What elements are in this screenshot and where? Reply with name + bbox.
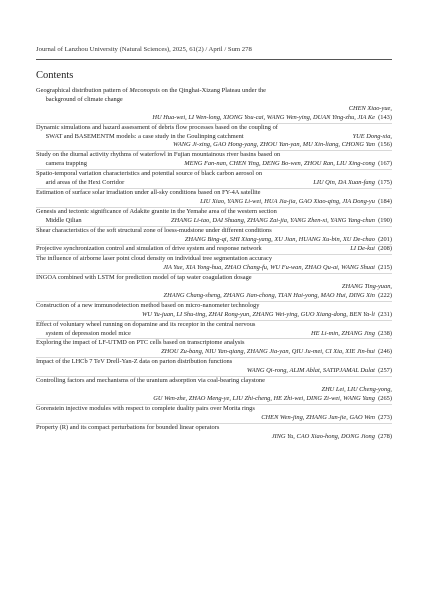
page-number: (238) bbox=[374, 329, 392, 337]
toc-entry[interactable] bbox=[36, 302, 392, 321]
entry-title-line: Property (R) and its compact perturbations for bounded linear operators bbox=[36, 423, 220, 431]
entry-title-line: arid areas of the Hexi Corridor bbox=[36, 179, 125, 187]
entry-authors: YUE Dong-xia, bbox=[352, 132, 392, 140]
entry-title-line: Gorenstein injective modules with respect to complete duality pairs over Morita rings bbox=[36, 404, 255, 412]
entry-title-line: Impact of the LHCb 7 TeV Drell-Yan-Z data on parton distribution functions bbox=[36, 358, 233, 366]
toc-entry[interactable] bbox=[36, 124, 392, 152]
toc-entry[interactable] bbox=[36, 377, 392, 405]
page-number: (222) bbox=[374, 291, 392, 299]
page-number: (278) bbox=[374, 432, 392, 440]
page-number: (215) bbox=[374, 264, 392, 272]
page-number: (246) bbox=[374, 348, 392, 356]
page-number: (143) bbox=[374, 113, 392, 121]
entry-authors: ZHOU Zu-bang, NIU Yan-qiang, ZHANG Jia-yan, QIU Ju-mei, CI Xia, XIE Jin-hui (246) bbox=[161, 348, 392, 356]
page-number: (175) bbox=[374, 179, 392, 187]
entry-authors: WANG Ji-xing, GAO Hong-yang, ZHOU Yan-yan, MU Xin-liang, CHONG Yan (156) bbox=[172, 141, 392, 149]
toc-entry[interactable] bbox=[36, 170, 392, 189]
entry-title-line: INGOA combined with LSTM for prediction model of tap water coagulation dosage bbox=[36, 274, 252, 282]
entry-title-line: Exploring the impact of LF-UTMD on PTC cells based on transcriptome analysis bbox=[36, 339, 245, 347]
page-number: (208) bbox=[374, 245, 392, 253]
entry-authors: ZHU Lei, LIU Cheng-yong, bbox=[321, 386, 392, 393]
entry-title-line: system of depression model mice bbox=[36, 329, 131, 337]
page-number: (273) bbox=[374, 413, 392, 421]
entry-authors: HU Hua-wei, LI Wen-long, XIONG You-cai, WANG Wen-ying, DUAN Ying-zhu, JIA Ke (143) bbox=[152, 113, 392, 121]
toc-entry[interactable] bbox=[36, 274, 392, 302]
entry-authors: HE Li-min, ZHANG Jing (238) bbox=[311, 329, 392, 337]
entry-authors: JING Yu, CAO Xiao-hong, DONG Jiong (278) bbox=[271, 432, 392, 440]
entry-title-line: Geographical distribution pattern of Meconopsis on the Qinghai-Xizang Plateau under the bbox=[36, 87, 267, 94]
entry-authors: LIU Qin, DA Xuan-fang (175) bbox=[313, 179, 392, 187]
page-number: (190) bbox=[374, 216, 392, 224]
entry-title-line: Estimation of surface solar irradiation under all-sky conditions based on FY-4A satellite bbox=[36, 188, 261, 196]
entry-title-line: background of climate change bbox=[36, 95, 123, 103]
entry-authors: JIA Yue, XIA Yong-hua, ZHAO Chang-fu, WU Fu-wan, ZHAO Qu-ai, WANG Shuai (215) bbox=[163, 264, 392, 272]
entry-title-line: Study on the diurnal activity rhythms of waterfowl in Fujian mountainous river basins based on bbox=[36, 151, 281, 159]
toc-entry[interactable] bbox=[36, 87, 392, 124]
entry-authors: ZHANG Bing-qi, SHI Xiang-yang, XU Jian, HUANG Xu-bin, XU De-chao (201) bbox=[184, 235, 392, 243]
entry-authors: CHEN Xiao-yue, bbox=[348, 104, 392, 112]
entry-title-line: SWAT and BASEMENTM models: a case study in the Goulinping catchment bbox=[36, 132, 244, 140]
entry-authors: MENG Fan-nan, CHEN Ying, DENG Bo-wen, ZHOU Ran, LIU Xing-cong (167) bbox=[184, 160, 392, 168]
entry-authors: ZHANG Chang-sheng, ZHANG Jian-chong, TIAN Hai-yong, MAO Hui, DING Xin (222) bbox=[163, 291, 392, 299]
entry-title-line: Dynamic simulations and hazard assessment of debris flow processes based on the coupling of bbox=[36, 123, 278, 131]
header-rule bbox=[36, 59, 392, 60]
entry-authors: CHEN Wen-jing, ZHANG Jun-jie, GAO Wen (273) bbox=[261, 413, 392, 421]
entry-title-line: Controlling factors and mechanisms of the uranium adsorption via coal-bearing claystone bbox=[36, 377, 265, 385]
toc-entry[interactable] bbox=[36, 255, 392, 274]
journal-header: Journal of Lanzhou University (Natural Sciences), 2025, 61(2) / April / Sum 278 bbox=[36, 46, 252, 53]
toc-list bbox=[36, 87, 392, 441]
toc-entry[interactable] bbox=[36, 245, 392, 255]
page-number: (156) bbox=[374, 141, 392, 149]
entry-title-line: Construction of a new immunodetection method based on micro-nanometer technology bbox=[36, 301, 260, 309]
toc-entry[interactable] bbox=[36, 424, 392, 442]
entry-title-line: Spatio-temporal variation characteristics and potential source of black carbon aerosol on bbox=[36, 170, 263, 178]
entry-authors: ZHANG Ting-yuan, bbox=[341, 283, 392, 291]
toc-entry[interactable] bbox=[36, 405, 392, 424]
contents-title: Contents bbox=[36, 70, 74, 81]
entry-authors: LIU Xiao, YANG Li-wei, HUA Jia-jia, GAO Xiao-qing, JIA Dong-yu (184) bbox=[200, 197, 392, 205]
toc-entry[interactable] bbox=[36, 208, 392, 227]
entry-title-line: Middle Qilian bbox=[36, 216, 82, 224]
toc-entry[interactable] bbox=[36, 189, 392, 208]
entry-title-line: The influence of airborne laser point cloud density on individual tree segmentation accuracy bbox=[36, 255, 273, 263]
page-number: (167) bbox=[374, 160, 392, 168]
page-number: (201) bbox=[374, 235, 392, 243]
entry-title-line: camera trapping bbox=[36, 160, 87, 168]
toc-entry[interactable] bbox=[36, 358, 392, 377]
entry-title-line: Projective synchronization control and simulation of drive system and response network bbox=[36, 245, 262, 253]
page-number: (231) bbox=[374, 310, 392, 318]
entry-authors: LI De-kui (208) bbox=[350, 245, 392, 253]
entry-authors: ZHANG Li-tao, DAI Shuang, ZHANG Zai-jia, YANG Zhen-xi, YANG Yang-chun (190) bbox=[171, 216, 392, 224]
entry-authors: GU Wen-zhe, ZHAO Meng-ye, LIU Zhi-cheng, HE Zhi-wei, DING Zi-wei, WANG Yang (265) bbox=[153, 394, 392, 402]
entry-title-line: Effect of voluntary wheel running on dopamine and its receptor in the central nervous bbox=[36, 320, 256, 328]
entry-authors: WANG Qi-rong, ALIM Ablat, SATIPJAMAL Dulat (257) bbox=[246, 367, 392, 375]
entry-authors: WU Yu-juan, LI Shu-ting, ZHAI Rong-yun, ZHANG Wei-ying, GUO Xiang-dong, BEN Ya-li (231) bbox=[142, 310, 392, 318]
page-number: (257) bbox=[374, 367, 392, 375]
toc-entry[interactable] bbox=[36, 339, 392, 358]
toc-entry[interactable] bbox=[36, 151, 392, 170]
entry-title-line: Shear characteristics of the soft structural zone of loess-mudstone under different conditions bbox=[36, 226, 272, 234]
page-number: (265) bbox=[374, 394, 392, 402]
page-number: (184) bbox=[374, 197, 392, 205]
entry-title-line: Genesis and tectonic significance of Adakite granite in the Yemahe area of the western section bbox=[36, 207, 277, 215]
toc-entry[interactable] bbox=[36, 227, 392, 246]
toc-entry[interactable] bbox=[36, 321, 392, 340]
